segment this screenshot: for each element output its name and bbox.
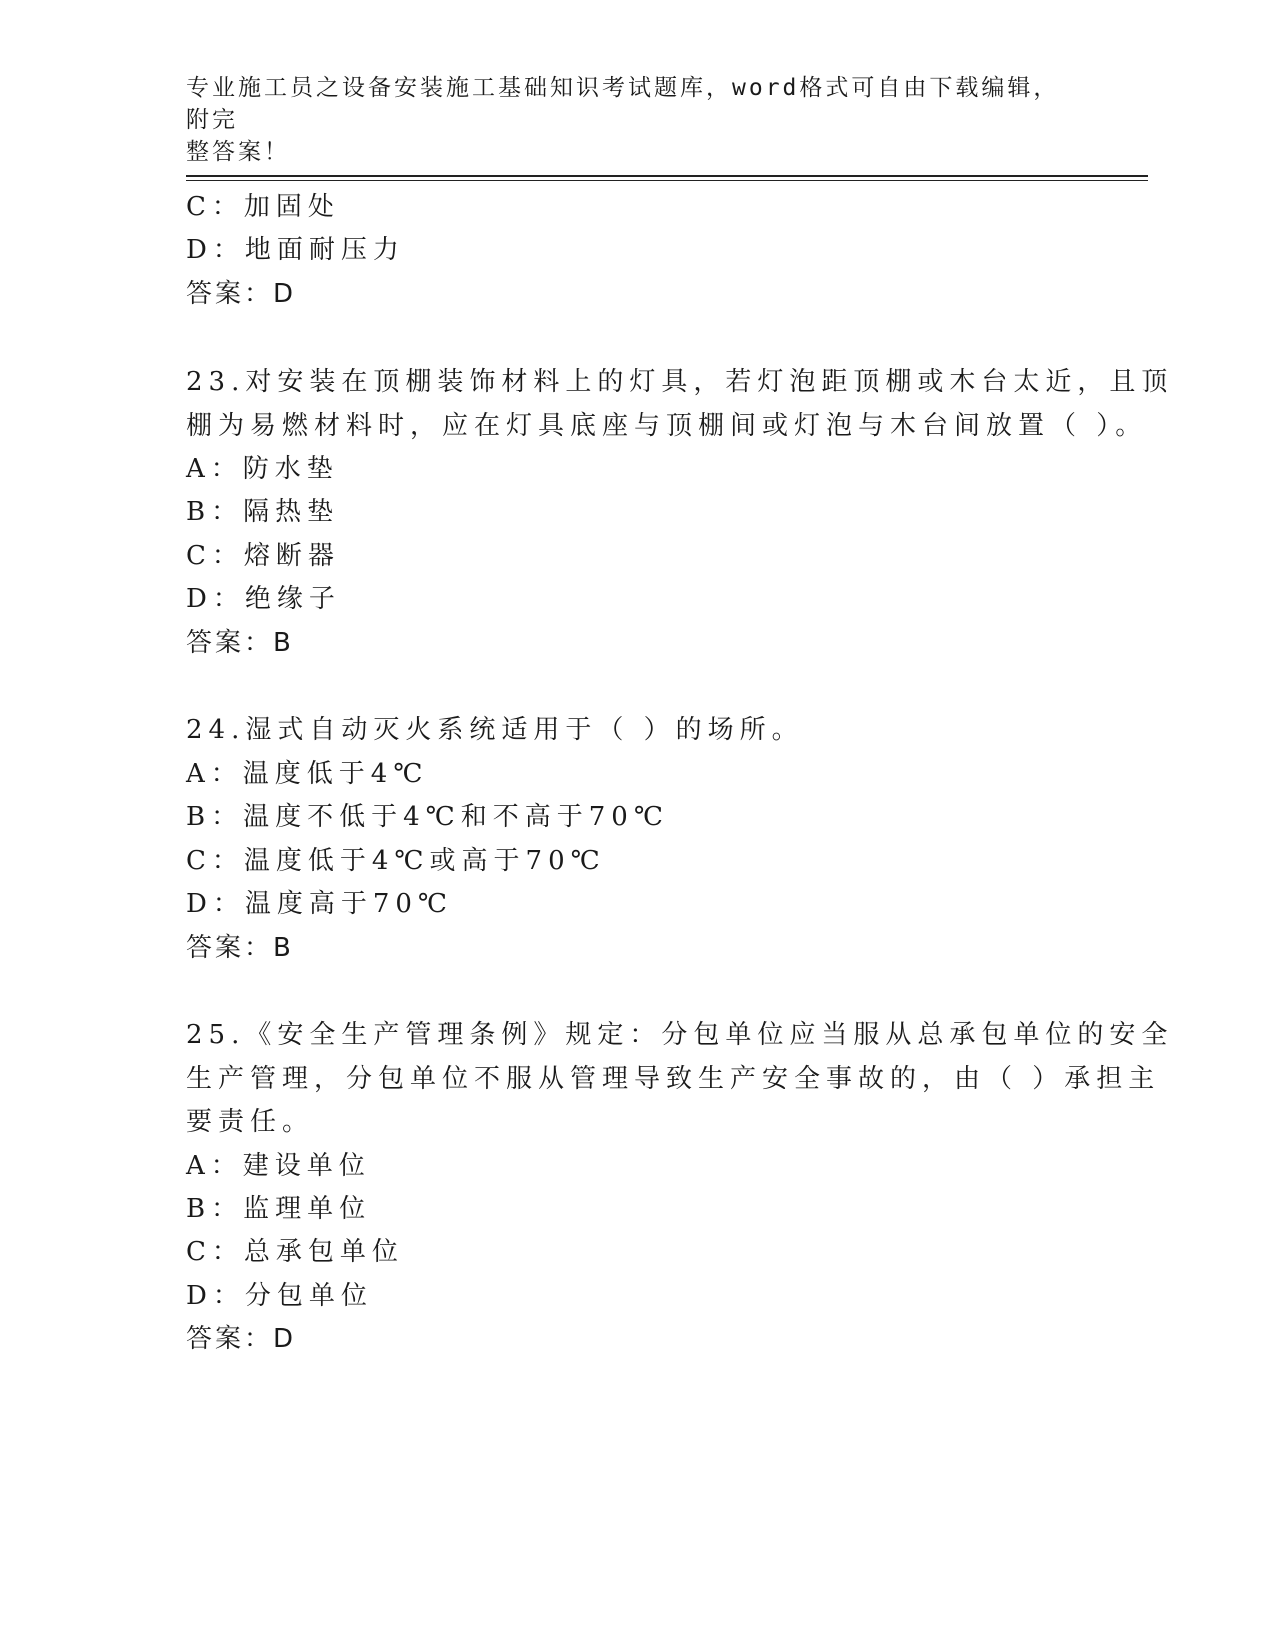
question-25-answer: 答案：D [186,1324,297,1354]
question-25-stem-line-1: 25.《安全生产管理条例》规定：分包单位应当服从总承包单位的安全 [186,1020,1174,1050]
header-line-1: 专业施工员之设备安装施工基础知识考试题库，word格式可自由下载编辑，附完 [186,75,1060,133]
question-23-option-b: B：隔热垫 [186,497,340,527]
question-23-answer: 答案：B [186,628,294,658]
question-24-option-d: D：温度高于70℃ [186,889,454,919]
answer: 答案：D [186,279,297,309]
header-rule-thin [186,180,1148,181]
header-rule-thick [186,175,1148,177]
question-25-option-b: B：监理单位 [186,1194,372,1224]
option-d: D：地面耐压力 [186,235,405,265]
question-24-option-a: A：温度低于4℃ [186,759,429,789]
question-23-stem-line-1: 23.对安装在顶棚装饰材料上的灯具，若灯泡距顶棚或木台太近，且顶 [186,367,1174,397]
question-24-answer: 答案：B [186,933,294,963]
question-25-stem-line-3: 要责任。 [186,1107,315,1137]
question-23-option-d: D：绝缘子 [186,584,341,614]
question-25-option-a: A：建设单位 [186,1151,371,1181]
question-25-stem-line-2: 生产管理，分包单位不服从管理导致生产安全事故的，由（ ）承担主 [186,1064,1161,1094]
question-24-option-b: B：温度不低于4℃和不高于70℃ [186,802,669,832]
question-23-option-c: C：熔断器 [186,541,340,571]
option-c: C：加固处 [186,192,340,222]
question-25-option-d: D：分包单位 [186,1281,373,1311]
question-25-option-c: C：总承包单位 [186,1237,404,1267]
question-24-option-c: C：温度低于4℃或高于70℃ [186,846,606,876]
question-24-stem-line-1: 24.湿式自动灭火系统适用于（ ）的场所。 [186,715,804,745]
header-line-2: 整答案！ [186,139,290,165]
question-23-option-a: A：防水垫 [186,454,339,484]
header-text [186,72,1066,168]
question-23-stem-line-2: 棚为易燃材料时，应在灯具底座与顶棚间或灯泡与木台间放置（ ）。 [186,411,1148,441]
